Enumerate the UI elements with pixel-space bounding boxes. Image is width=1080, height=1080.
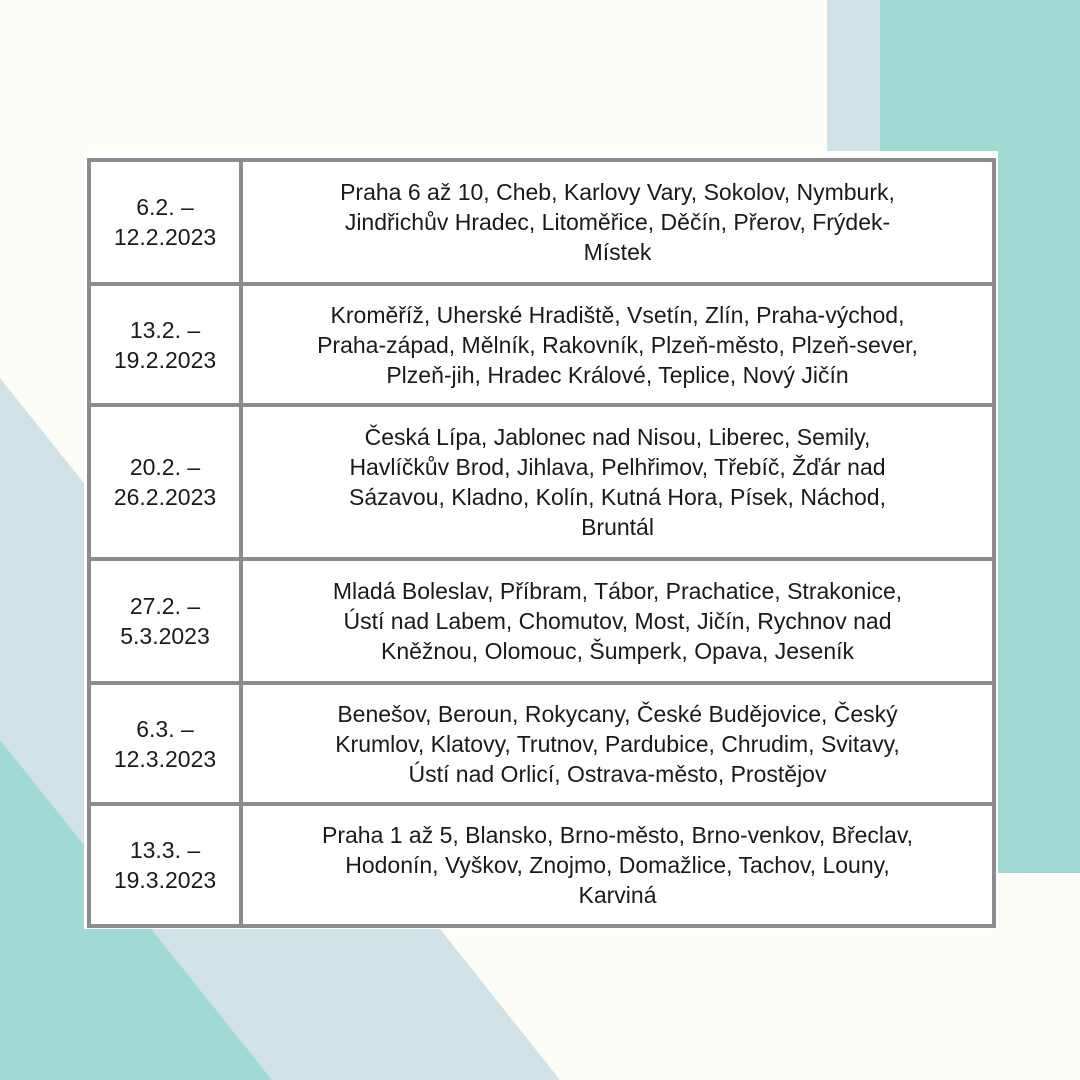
date-start: 13.2. – xyxy=(129,316,201,343)
date-end: 5.3.2023 xyxy=(120,623,210,649)
table-row xyxy=(89,160,994,284)
districts-cell xyxy=(241,160,994,284)
districts-line: Ústí nad Labem, Chomutov, Most, Jičín, Rychnov nad xyxy=(343,608,892,634)
districts-line: Karviná xyxy=(578,882,657,908)
districts-line: Hodonín, Vyškov, Znojmo, Domažlice, Tachov, Louny, xyxy=(345,852,890,878)
districts-line: Místek xyxy=(583,239,652,265)
districts-cell xyxy=(241,405,994,559)
date-range-cell xyxy=(89,160,241,284)
date-end: 26.2.2023 xyxy=(113,484,217,510)
districts-line: Benešov, Beroun, Rokycany, České Budějovice, Český xyxy=(337,700,898,727)
districts-line: Kněžnou, Olomouc, Šumperk, Opava, Jeseník xyxy=(380,638,855,664)
date-start: 27.2. – xyxy=(129,593,201,619)
date-start: 20.2. – xyxy=(129,454,201,480)
districts-line: Sázavou, Kladno, Kolín, Kutná Hora, Písek, Náchod, xyxy=(349,484,886,510)
date-end: 19.3.2023 xyxy=(113,867,217,893)
districts-line: Havlíčkův Brod, Jihlava, Pelhřimov, Třebíč, Žďár nad xyxy=(349,454,886,480)
districts-cell xyxy=(241,804,994,926)
date-start: 6.2. – xyxy=(136,194,194,220)
districts-line: Praha 6 až 10, Cheb, Karlovy Vary, Sokolov, Nymburk, xyxy=(340,179,895,205)
districts-line: Praha-západ, Mělník, Rakovník, Plzeň-město, Plzeň-sever, xyxy=(317,331,918,358)
date-range-cell xyxy=(89,804,241,926)
date-start: 6.3. – xyxy=(136,715,194,742)
table-row xyxy=(89,559,994,683)
table-row xyxy=(89,804,994,926)
date-range-cell xyxy=(89,683,241,804)
districts-line: Jindřichův Hradec, Litoměřice, Děčín, Přerov, Frýdek- xyxy=(344,209,891,235)
date-range-cell xyxy=(89,559,241,683)
districts-line: Krumlov, Klatovy, Trutnov, Pardubice, Chrudim, Svitavy, xyxy=(335,730,900,757)
districts-cell xyxy=(241,683,994,804)
table-row xyxy=(89,683,994,804)
districts-line: Praha 1 až 5, Blansko, Brno-město, Brno-venkov, Břeclav, xyxy=(321,822,914,848)
date-end: 19.2.2023 xyxy=(113,346,217,373)
districts-cell xyxy=(241,284,994,405)
date-range-cell xyxy=(89,405,241,559)
schedule-table xyxy=(87,158,996,928)
districts-cell xyxy=(241,559,994,683)
date-range-cell xyxy=(89,284,241,405)
table-row xyxy=(89,405,994,559)
districts-line: Plzeň-jih, Hradec Králové, Teplice, Nový Jičín xyxy=(386,361,849,388)
date-start: 13.3. – xyxy=(129,837,201,863)
districts-line: Česká Lípa, Jablonec nad Nisou, Liberec, Semily, xyxy=(364,424,871,450)
districts-line: Ústí nad Orlicí, Ostrava-město, Prostějov xyxy=(408,760,827,787)
districts-line: Bruntál xyxy=(581,514,654,540)
districts-line: Kroměříž, Uherské Hradiště, Vsetín, Zlín, Praha-východ, xyxy=(330,301,905,328)
table-row xyxy=(89,284,994,405)
date-end: 12.3.2023 xyxy=(113,745,217,772)
date-end: 12.2.2023 xyxy=(113,224,217,250)
districts-line: Mladá Boleslav, Příbram, Tábor, Prachatice, Strakonice, xyxy=(332,578,903,604)
